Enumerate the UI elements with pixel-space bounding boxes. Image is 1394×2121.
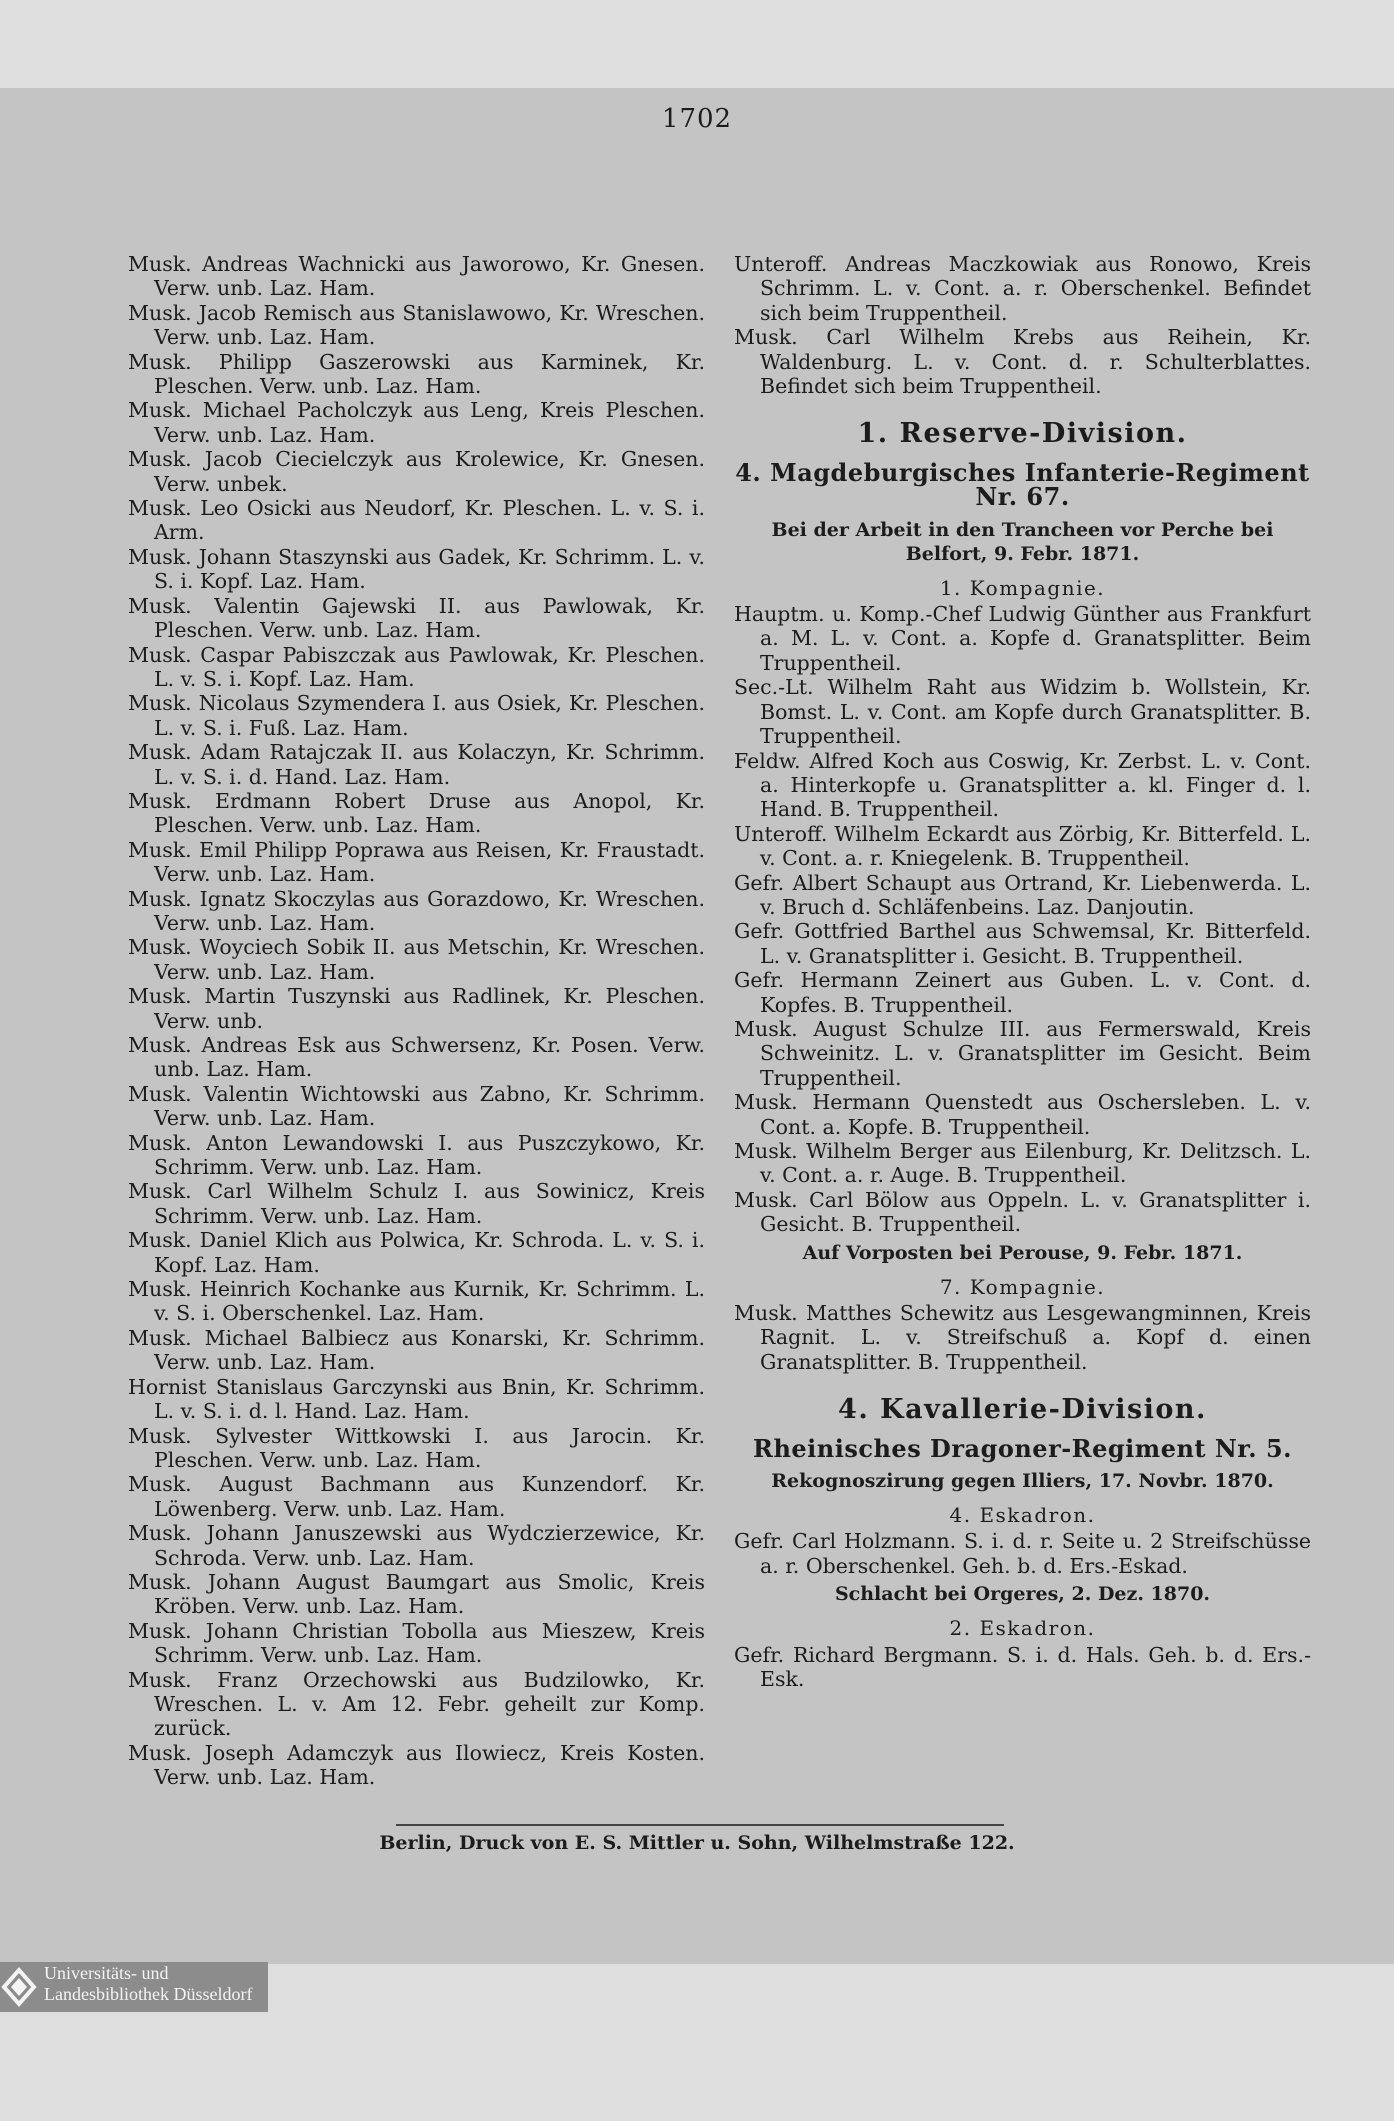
squadron-heading: 4. Eskadron. [949,1503,1096,1528]
action-heading: Schlacht bei Orgeres, 2. Dez. 1870. [834,1583,1211,1606]
casualty-entry: Musk. Caspar Pabiszczak aus Pawlowak, Kr. Pleschen. L. v. S. i. Kopf. Laz. Ham. [128,642,705,691]
division-heading: 4. Kavallerie-Division. [838,1394,1207,1426]
action-heading: Bei der Arbeit in den Trancheen vor Perche bei Belfort, 9. Febr. 1871. [771,518,1274,565]
casualty-entry: Musk. Carl Wilhelm Krebs aus Reihein, Kr. Waldenburg. L. v. Cont. d. r. Schulterblattes. Befindet sich beim Truppentheil. [734,325,1311,399]
casualty-entry: Musk. Matthes Schewitz aus Lesgewangminnen, Kreis Ragnit. L. v. Streifschuß a. Kopf d. einen Granatsplitter. B. Truppentheil. [734,1301,1311,1374]
casualty-entry: Hornist Stanislaus Garczynski aus Bnin, Kr. Schrimm. L. v. S. i. d. l. Hand. Laz. Ham. [128,1374,705,1424]
casualty-entry: Musk. Wilhelm Berger aus Eilenburg, Kr. Delitzsch. L. v. Cont. a. r. Auge. B. Truppentheil. [734,1139,1311,1188]
casualty-entry: Gefr. Albert Schaupt aus Ortrand, Kr. Liebenwerda. L. v. Bruch d. Schläfenbeins. Laz. Danjoutin. [734,870,1311,919]
right-column [734,252,1311,1692]
casualty-entry: Gefr. Hermann Zeinert aus Guben. L. v. Cont. d. Kopfes. B. Truppentheil. [734,968,1311,1017]
library-line-1: Universitäts- und [44,1963,169,1983]
casualty-entry: Musk. Michael Pacholczyk aus Leng, Kreis Pleschen. Verw. unb. Laz. Ham. [128,398,705,447]
casualty-entry: Gefr. Gottfried Barthel aus Schwemsal, Kr. Bitterfeld. L. v. Granatsplitter i. Gesicht. B. Truppentheil. [734,919,1311,968]
casualty-entry: Musk. Philipp Gaszerowski aus Karminek, Kr. Pleschen. Verw. unb. Laz. Ham. [128,349,705,399]
action-heading: Rekognoszirung gegen Illiers, 17. Novbr. 1870. [771,1470,1274,1493]
casualty-entry: Hauptm. u. Komp.-Chef Ludwig Günther aus Frankfurt a. M. L. v. Cont. a. Kopfe d. Granatsplitter. Beim Truppentheil. [734,602,1311,675]
casualty-entry: Sec.-Lt. Wilhelm Raht aus Widzim b. Wollstein, Kr. Bomst. L. v. Cont. am Kopfe durch Granatsplitter. B. Truppentheil. [734,675,1311,749]
footer-rule [396,1824,1004,1826]
casualty-entry: Musk. Johann Staszynski aus Gadek, Kr. Schrimm. L. v. S. i. Kopf. Laz. Ham. [128,544,705,594]
casualty-entry: Unteroff. Andreas Maczkowiak aus Ronowo, Kreis Schrimm. L. v. Cont. a. r. Oberschenkel. Befindet sich beim Truppentheil. [734,252,1311,325]
casualty-entry: Musk. Jacob Ciecielczyk aus Krolewice, Kr. Gnesen. Verw. unbek. [128,447,705,496]
division-heading: 1. Reserve-Division. [857,418,1188,450]
casualty-entry: Musk. August Bachmann aus Kunzendorf. Kr. Löwenberg. Verw. unb. Laz. Ham. [128,1472,705,1521]
casualty-entry: Musk. Adam Ratajczak II. aus Kolaczyn, Kr. Schrimm. L. v. S. i. d. Hand. Laz. Ham. [128,740,705,789]
casualty-entry: Musk. Heinrich Kochanke aus Kurnik, Kr. Schrimm. L. v. S. i. Oberschenkel. Laz. Ham. [128,1277,705,1326]
casualty-entry: Musk. Jacob Remisch aus Stanislawowo, Kr. Wreschen. Verw. unb. Laz. Ham. [128,300,705,350]
casualty-entry: Feldw. Alfred Koch aus Coswig, Kr. Zerbst. L. v. Cont. a. Hinterkopfe u. Granatsplitter a. kl. Finger d. l. Hand. B. Truppentheil. [734,748,1311,822]
casualty-entry: Musk. Leo Osicki aus Neudorf, Kr. Pleschen. L. v. S. i. Arm. [128,496,705,545]
casualty-entry: Musk. Johann August Baumgart aus Smolic, Kreis Kröben. Verw. unb. Laz. Ham. [128,1569,705,1619]
casualty-entry: Musk. Valentin Wichtowski aus Zabno, Kr. Schrimm. Verw. unb. Laz. Ham. [128,1081,705,1131]
casualty-entry: Musk. Woyciech Sobik II. aus Metschin, Kr. Wreschen. Verw. unb. Laz. Ham. [128,935,705,984]
left-column [128,252,705,1790]
casualty-entry: Gefr. Carl Holzmann. S. i. d. r. Seite u. 2 Streifschüsse a. r. Oberschenkel. Geh. b. d. Ers.-Eskad. [734,1529,1311,1578]
page-number: 1702 [661,104,733,134]
casualty-entry: Musk. Johann Januszewski aus Wydczierzewice, Kr. Schroda. Verw. unb. Laz. Ham. [128,1521,705,1570]
printer-footer: Berlin, Druck von E. S. Mittler u. Sohn, Wilhelmstraße 122. [379,1832,1015,1854]
casualty-entry: Musk. Valentin Gajewski II. aus Pawlowak, Kr. Pleschen. Verw. unb. Laz. Ham. [128,593,705,643]
casualty-entry: Musk. Andreas Esk aus Schwersenz, Kr. Posen. Verw. unb. Laz. Ham. [128,1033,705,1082]
casualty-entry: Musk. Emil Philipp Poprawa aus Reisen, Kr. Fraustadt. Verw. unb. Laz. Ham. [128,837,705,887]
casualty-entry: Musk. August Schulze III. aus Fermerswald, Kreis Schweinitz. L. v. Granatsplitter im Gesicht. Beim Truppentheil. [734,1016,1311,1090]
company-heading: 7. Kompagnie. [939,1274,1106,1299]
library-credit [44,1963,252,2005]
casualty-entry: Musk. Martin Tuszynski aus Radlinek, Kr. Pleschen. Verw. unb. [128,984,705,1033]
casualty-entry: Musk. Daniel Klich aus Polwica, Kr. Schroda. L. v. S. i. Kopf. Laz. Ham. [128,1228,705,1277]
library-logo-icon [0,1964,38,2010]
library-line-2: Landesbibliothek Düsseldorf [44,1984,253,2004]
casualty-entry: Musk. Ignatz Skoczylas aus Gorazdowo, Kr. Wreschen. Verw. unb. Laz. Ham. [128,886,705,935]
casualty-entry: Musk. Andreas Wachnicki aus Jaworowo, Kr. Gnesen. Verw. unb. Laz. Ham. [128,252,705,301]
casualty-entry: Musk. Franz Orzechowski aus Budzilowko, Kr. Wreschen. L. v. Am 12. Febr. geheilt zur Komp. zurück. [128,1667,705,1741]
regiment-heading: 4. Magdeburgisches Infanterie-Regiment Nr. 67. [735,457,1310,512]
casualty-entry: Musk. Erdmann Robert Druse aus Anopol, Kr. Pleschen. Verw. unb. Laz. Ham. [128,788,705,838]
action-heading: Auf Vorposten bei Perouse, 9. Febr. 1871. [802,1241,1243,1264]
casualty-entry: Gefr. Richard Bergmann. S. i. d. Hals. Geh. b. d. Ers.-Esk. [734,1642,1311,1692]
casualty-entry: Musk. Johann Christian Tobolla aus Mieszew, Kreis Schrimm. Verw. unb. Laz. Ham. [128,1618,705,1668]
casualty-entry: Musk. Carl Bölow aus Oppeln. L. v. Granatsplitter i. Gesicht. B. Truppentheil. [734,1187,1311,1237]
company-heading: 1. Kompagnie. [939,575,1106,600]
casualty-entry: Musk. Michael Balbiecz aus Konarski, Kr. Schrimm. Verw. unb. Laz. Ham. [128,1325,705,1375]
casualty-entry: Musk. Carl Wilhelm Schulz I. aus Sowinicz, Kreis Schrimm. Verw. unb. Laz. Ham. [128,1179,705,1228]
casualty-entry: Unteroff. Wilhelm Eckardt aus Zörbig, Kr. Bitterfeld. L. v. Cont. a. r. Kniegelenk. B. Truppentheil. [734,821,1311,871]
casualty-entry: Musk. Hermann Quenstedt aus Oschersleben. L. v. Cont. a. Kopfe. B. Truppentheil. [734,1090,1311,1139]
casualty-entry: Musk. Anton Lewandowski I. aus Puszczykowo, Kr. Schrimm. Verw. unb. Laz. Ham. [128,1130,705,1180]
casualty-entry: Musk. Joseph Adamczyk aus Ilowiecz, Kreis Kosten. Verw. unb. Laz. Ham. [128,1740,705,1790]
squadron-heading: 2. Eskadron. [949,1616,1096,1641]
casualty-entry: Musk. Sylvester Wittkowski I. aus Jarocin. Kr. Pleschen. Verw. unb. Laz. Ham. [128,1423,705,1472]
casualty-entry: Musk. Nicolaus Szymendera I. aus Osiek, Kr. Pleschen. L. v. S. i. Fuß. Laz. Ham. [128,691,705,740]
regiment-heading: Rheinisches Dragoner-Regiment Nr. 5. [753,1433,1292,1463]
